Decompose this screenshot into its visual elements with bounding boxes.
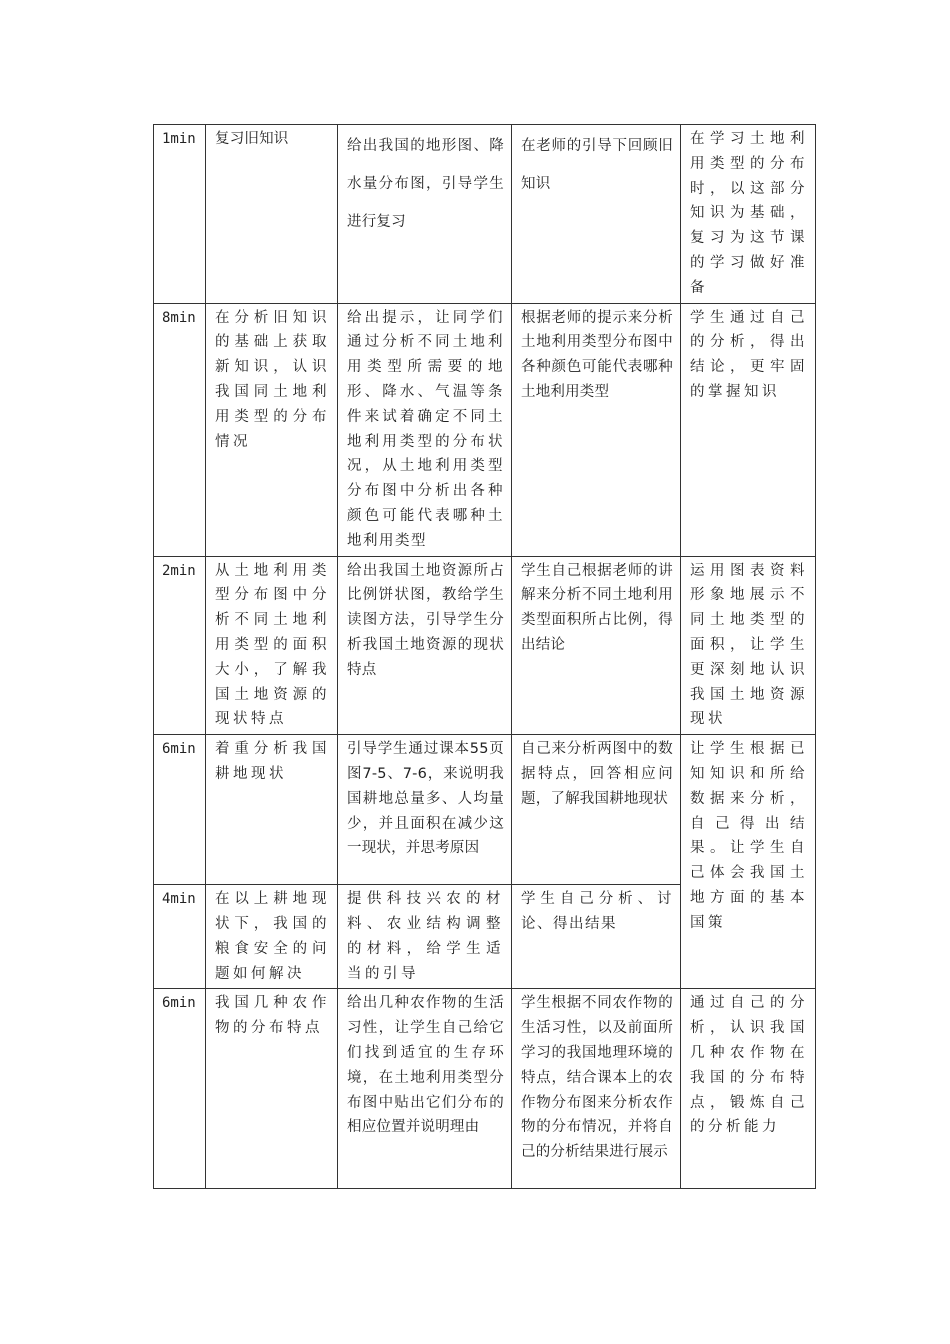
lesson-plan-table	[153, 124, 816, 1189]
content-cell: 着重分析我国耕地现状	[206, 735, 338, 885]
content-cell: 从土地利用类型分布图中分析不同土地利用类型的面积大小，了解我国土地资源的现状特点	[206, 556, 338, 735]
design-intent-cell: 运用图表资料形象地展示不同土地类型的面积，让学生更深刻地认识我国土地资源现状	[681, 556, 816, 735]
time-cell: 2min	[154, 556, 206, 735]
time-cell: 6min	[154, 735, 206, 885]
design-intent-cell: 在学习土地利用类型的分布时，以这部分知识为基础，复习为这节课的学习做好准备	[681, 125, 816, 304]
teacher-activity-cell: 提供科技兴农的材料、农业结构调整的材料，给学生适当的引导	[338, 885, 512, 989]
content-cell: 我国几种农作物的分布特点	[206, 989, 338, 1189]
teacher-activity-cell: 给出提示，让同学们通过分析不同土地利用类型所需要的地形、降水、气温等条件来试着确定不同土地利用类型的分布状况，从土地利用类型分布图中分析出各种颜色可能代表哪种土地利用类型	[338, 303, 512, 556]
student-activity-cell: 在老师的引导下回顾旧知识	[512, 125, 681, 304]
teacher-activity-cell: 给出我国的地形图、降水量分布图，引导学生进行复习	[338, 125, 512, 304]
student-activity-cell: 学生自己分析、讨论、得出结果	[512, 885, 681, 989]
time-cell: 4min	[154, 885, 206, 989]
time-cell: 6min	[154, 989, 206, 1189]
table-row	[154, 556, 816, 735]
design-intent-cell: 学生通过自己的分析，得出结论，更牢固的掌握知识	[681, 303, 816, 556]
student-activity-cell: 根据老师的提示来分析土地利用类型分布图中各种颜色可能代表哪种土地利用类型	[512, 303, 681, 556]
student-activity-cell: 学生自己根据老师的讲解来分析不同土地利用类型面积所占比例，得出结论	[512, 556, 681, 735]
table-row	[154, 125, 816, 304]
table-row	[154, 989, 816, 1189]
time-cell: 1min	[154, 125, 206, 304]
content-cell: 复习旧知识	[206, 125, 338, 304]
teacher-activity-cell: 引导学生通过课本55页图7-5、7-6，来说明我国耕地总量多、人均量少，并且面积在减少这一现状，并思考原因	[338, 735, 512, 885]
design-intent-cell: 让学生根据已知知识和所给数据来分析，自己得出结果。让学生自己体会我国土地方面的基本国策	[681, 735, 816, 989]
content-cell: 在以上耕地现状下，我国的粮食安全的问题如何解决	[206, 885, 338, 989]
teacher-activity-cell: 给出我国土地资源所占比例饼状图，教给学生读图方法，引导学生分析我国土地资源的现状特点	[338, 556, 512, 735]
table-row	[154, 303, 816, 556]
content-cell: 在分析旧知识的基础上获取新知识，认识我国同土地利用类型的分布情况	[206, 303, 338, 556]
teacher-activity-cell: 给出几种农作物的生活习性，让学生自己给它们找到适宜的生存环境，在土地利用类型分布图中贴出它们分布的相应位置并说明理由	[338, 989, 512, 1189]
table-row	[154, 735, 816, 885]
design-intent-cell: 通过自己的分析，认识我国几种农作物在我国的分布特点，锻炼自己的分析能力	[681, 989, 816, 1189]
student-activity-cell: 学生根据不同农作物的生活习性，以及前面所学习的我国地理环境的特点，结合课本上的农作物分布图来分析农作物的分布情况，并将自己的分析结果进行展示	[512, 989, 681, 1189]
student-activity-cell: 自己来分析两图中的数据特点，回答相应问题，了解我国耕地现状	[512, 735, 681, 885]
time-cell: 8min	[154, 303, 206, 556]
